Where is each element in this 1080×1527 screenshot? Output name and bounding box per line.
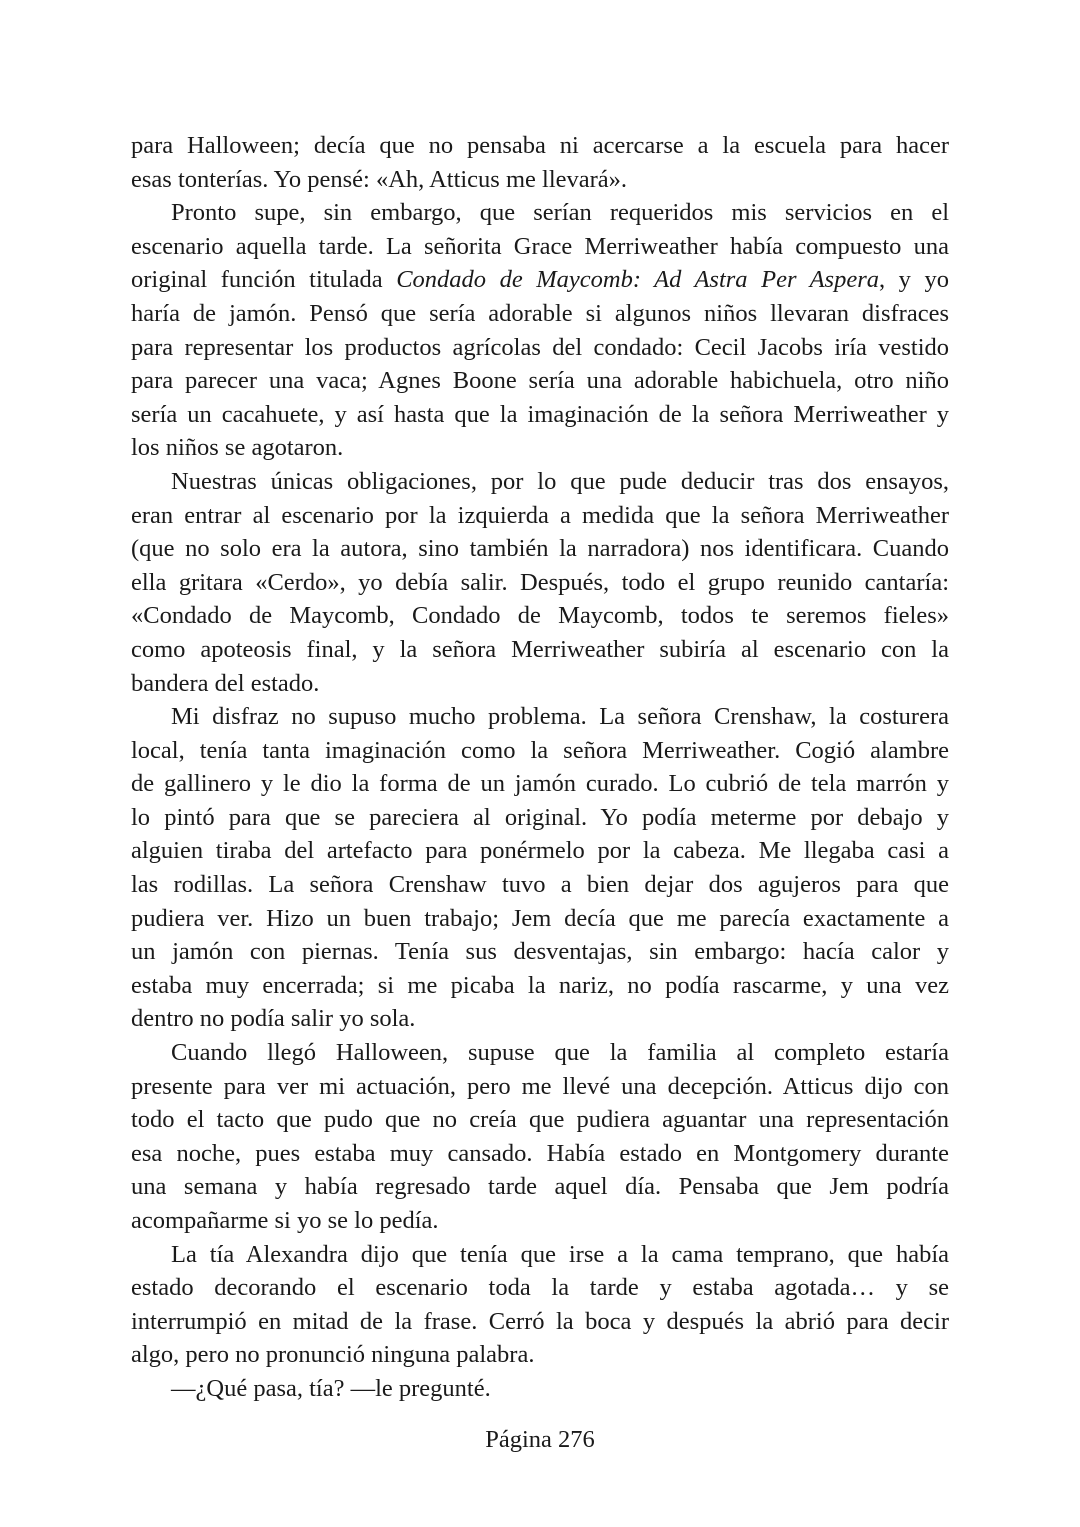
text-line: «Condado de Maycomb, Condado de Maycomb, todos te seremos fieles»	[131, 602, 949, 630]
text-line: una semana y había regresado tarde aquel día. Pensaba que Jem podría	[131, 1173, 949, 1201]
text-line: de gallinero y le dio la forma de un jamón curado. Lo cubrió de tela marrón y	[131, 770, 949, 798]
paragraph	[131, 1372, 949, 1406]
paragraph	[131, 1036, 949, 1238]
text-line: esas tonterías. Yo pensé: «Ah, Atticus me llevará».	[131, 165, 628, 193]
text-line: Cuando llegó Halloween, supuse que la familia al completo estaría	[171, 1039, 949, 1067]
text-line: local, tenía tanta imaginación como la señora Merriweather. Cogió alambre	[131, 736, 949, 764]
text-line: alguien tiraba del artefacto para ponérmelo por la cabeza. Me llegaba casi a	[131, 837, 949, 865]
text-line: interrumpió en mitad de la frase. Cerró la boca y después la abrió para decir	[131, 1307, 949, 1335]
paragraph	[131, 129, 949, 196]
text-line: (que no solo era la autora, sino también la narradora) nos identificara. Cuando	[131, 535, 949, 563]
text-line: pudiera ver. Hizo un buen trabajo; Jem decía que me parecía exactamente a	[131, 904, 949, 932]
text-line: presente para ver mi actuación, pero me llevé una decepción. Atticus dijo con	[131, 1072, 949, 1100]
text-line: como apoteosis final, y la señora Merriweather subiría al escenario con la	[131, 635, 949, 663]
page-body	[131, 129, 949, 1406]
text-line: haría de jamón. Pensó que sería adorable si algunos niños llevaran disfraces	[131, 299, 949, 327]
page-number: Página 276	[485, 1426, 595, 1453]
text-line: sería un cacahuete, y así hasta que la imaginación de la señora Merriweather y	[131, 400, 949, 428]
text-line: escenario aquella tarde. La señorita Grace Merriweather había compuesto una	[131, 232, 949, 260]
text-line: Nuestras únicas obligaciones, por lo que pude deducir tras dos ensayos,	[171, 467, 949, 495]
text-line: estaba muy encerrada; si me picaba la nariz, no podía rascarme, y una vez	[131, 971, 949, 999]
paragraph	[131, 465, 949, 700]
text-line: para parecer una vaca; Agnes Boone sería una adorable habichuela, otro niño	[131, 367, 949, 395]
text-line: esa noche, pues estaba muy cansado. Había estado en Montgomery durante	[131, 1139, 949, 1167]
text-line: para representar los productos agrícolas del condado: Cecil Jacobs iría vestido	[131, 333, 949, 361]
text-line: bandera del estado.	[131, 669, 320, 697]
text-line: Pronto supe, sin embargo, que serían requeridos mis servicios en el	[171, 199, 949, 227]
text-line: dentro no podía salir yo sola.	[131, 1005, 416, 1033]
text-line: lo pintó para que se pareciera al original. Yo podía meterme por debajo y	[131, 803, 949, 831]
text-line: para Halloween; decía que no pensaba ni acercarse a la escuela para hacer	[131, 132, 949, 159]
italic-title: Condado de Maycomb: Ad Astra Per Aspera	[396, 266, 879, 294]
text-line: las rodillas. La señora Crenshaw tuvo a bien dejar dos agujeros para que	[131, 871, 949, 899]
paragraph	[131, 196, 949, 465]
text-line: algo, pero no pronunció ninguna palabra.	[131, 1341, 535, 1369]
text-line: estado decorando el escenario toda la tarde y estaba agotada… y se	[131, 1274, 949, 1302]
text-line: un jamón con piernas. Tenía sus desventajas, sin embargo: hacía calor y	[131, 938, 949, 966]
text-line: original función titulada Condado de Maycomb: Ad Astra Per Aspera, y yo	[131, 266, 949, 294]
text-line: La tía Alexandra dijo que tenía que irse a la cama temprano, que había	[171, 1240, 949, 1268]
text-line: ella gritara «Cerdo», yo debía salir. Después, todo el grupo reunido cantaría:	[131, 568, 949, 596]
text-line: —¿Qué pasa, tía? —le pregunté.	[171, 1374, 491, 1402]
text-line: todo el tacto que pudo que no creía que pudiera aguantar una representación	[131, 1106, 949, 1134]
text-line: Mi disfraz no supuso mucho problema. La señora Crenshaw, la costurera	[171, 703, 949, 731]
text-line: acompañarme si yo se lo pedía.	[131, 1207, 439, 1234]
text-line: eran entrar al escenario por la izquierda a medida que la señora Merriweather	[131, 501, 949, 529]
paragraph	[131, 700, 949, 1036]
paragraph	[131, 1238, 949, 1372]
text-line: los niños se agotaron.	[131, 434, 344, 462]
